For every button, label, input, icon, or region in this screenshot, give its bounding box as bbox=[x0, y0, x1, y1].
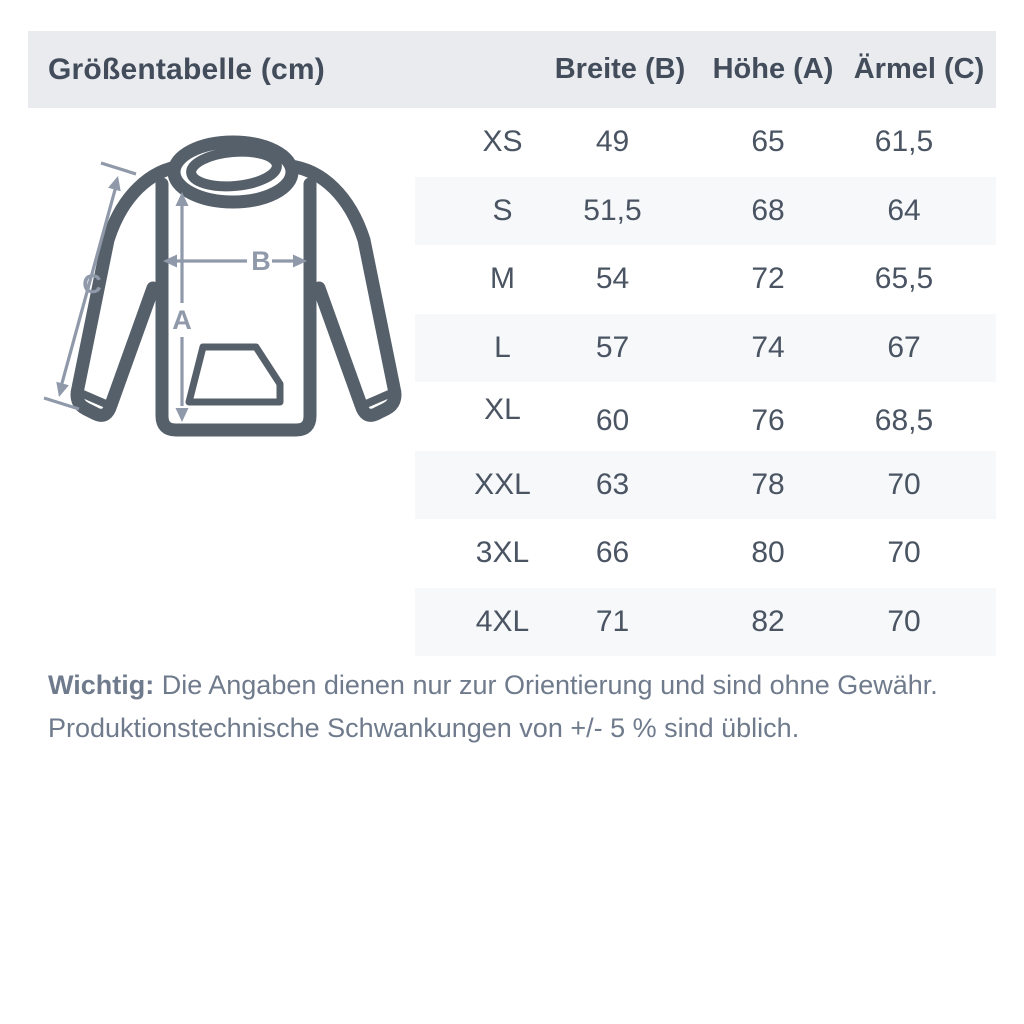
breite-value: 51,5 bbox=[583, 193, 642, 227]
size-cell: XS bbox=[482, 125, 523, 159]
column-header-breite: Breite (B) bbox=[554, 53, 686, 85]
sleeve-arrowhead-bottom bbox=[56, 382, 69, 397]
sleeve-arrowhead-top bbox=[108, 176, 121, 191]
size-cell: XXL bbox=[474, 467, 531, 501]
size-cell: 3XL bbox=[475, 536, 530, 570]
breite-value: 71 bbox=[595, 604, 630, 638]
aermel-value: 68,5 bbox=[874, 404, 934, 438]
breite-value: 60 bbox=[595, 404, 630, 438]
hoehe-value: 65 bbox=[751, 125, 785, 159]
width-label: B bbox=[251, 246, 271, 276]
sleeve-label: C bbox=[82, 269, 102, 299]
sleeve-arrow-tick-top bbox=[101, 163, 136, 174]
aermel-value: 64 bbox=[887, 193, 921, 227]
column-header-aermel: Ärmel (C) bbox=[853, 53, 985, 85]
aermel-value: 70 bbox=[887, 604, 921, 638]
size-cell: XL bbox=[484, 393, 521, 427]
breite-value: 54 bbox=[595, 262, 630, 296]
hoehe-value: 80 bbox=[751, 536, 785, 570]
height-label: A bbox=[172, 305, 192, 335]
table-header-band bbox=[28, 31, 996, 108]
size-row-xxl bbox=[415, 451, 996, 520]
aermel-value: 67 bbox=[887, 330, 921, 364]
pocket-path bbox=[189, 347, 280, 402]
hoehe-value: 74 bbox=[751, 330, 785, 364]
size-row-m bbox=[415, 245, 996, 314]
size-row-l bbox=[415, 314, 996, 383]
height-arrowhead-down bbox=[176, 408, 189, 422]
hoehe-value: 82 bbox=[751, 604, 785, 638]
hoehe-value: 72 bbox=[751, 262, 785, 296]
size-cell: 4XL bbox=[475, 604, 530, 638]
breite-value: 49 bbox=[595, 125, 630, 159]
hoehe-value: 78 bbox=[751, 467, 785, 501]
aermel-value: 70 bbox=[887, 467, 921, 501]
breite-value: 66 bbox=[595, 536, 630, 570]
disclaimer-line-2: Produktionstechnische Schwankungen von +/- 5 % sind üblich. bbox=[48, 713, 800, 743]
disclaimer-text: Die Angaben dienen nur zur Orientierung und sind ohne Gewähr. bbox=[154, 670, 938, 700]
aermel-value: 61,5 bbox=[874, 125, 934, 159]
aermel-value: 65,5 bbox=[874, 262, 934, 296]
disclaimer-line-1 bbox=[48, 664, 988, 707]
disclaimer-bold: Wichtig: bbox=[48, 670, 155, 700]
size-cell: L bbox=[494, 330, 511, 364]
size-table bbox=[415, 108, 996, 656]
size-cell: M bbox=[490, 262, 515, 296]
breite-value: 57 bbox=[595, 330, 630, 364]
size-row-xl bbox=[415, 382, 996, 451]
size-row-4xl bbox=[415, 588, 996, 657]
size-row-xs bbox=[415, 108, 996, 177]
hood-inner-ring bbox=[190, 148, 279, 189]
hoehe-value: 68 bbox=[751, 193, 785, 227]
disclaimer-note bbox=[48, 664, 988, 750]
breite-value: 63 bbox=[595, 467, 630, 501]
size-cell: S bbox=[492, 193, 513, 227]
size-row-s bbox=[415, 177, 996, 246]
size-row-3xl bbox=[415, 519, 996, 588]
aermel-value: 70 bbox=[887, 536, 921, 570]
hoodie-measurement-diagram bbox=[30, 125, 430, 465]
column-header-hoehe: Höhe (A) bbox=[712, 53, 834, 85]
page-title: Größentabelle (cm) bbox=[48, 52, 325, 86]
hoehe-value: 76 bbox=[751, 404, 785, 438]
